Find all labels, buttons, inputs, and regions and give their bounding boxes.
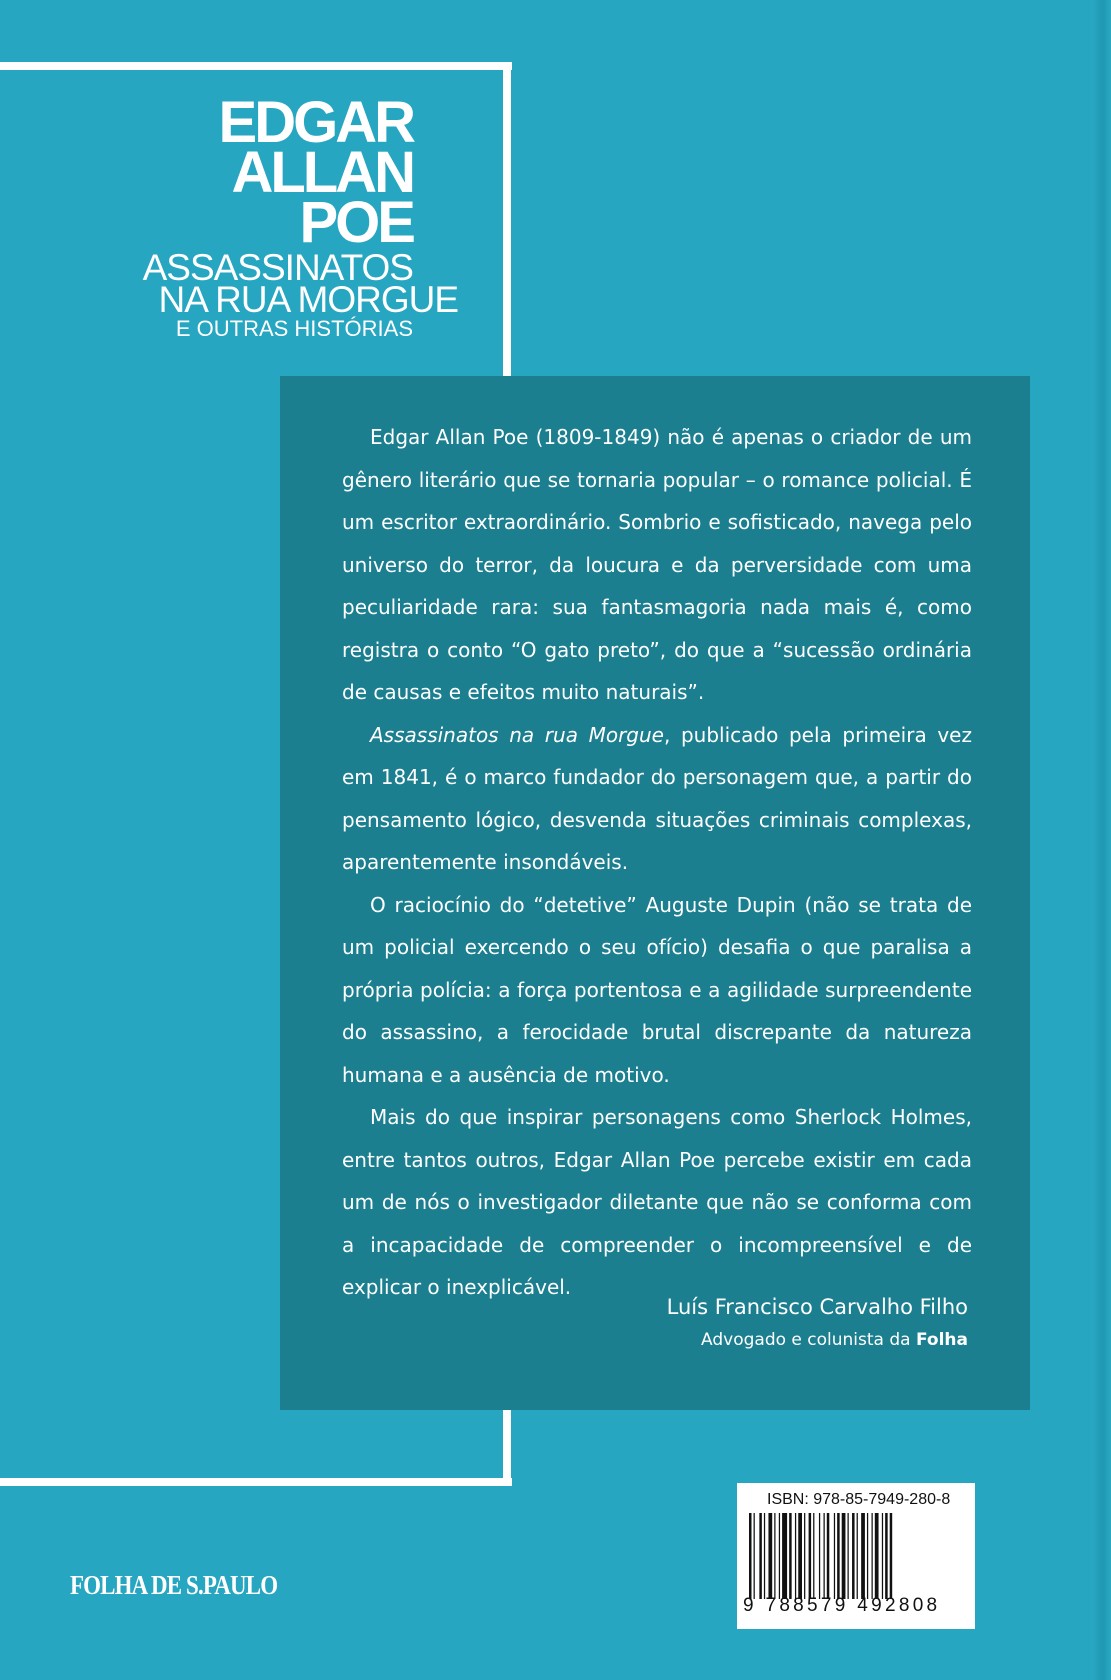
blurb-paragraph-text: , publicado pela primeira vez em 1841, é o marco fundador do personagem que, a partir do pensamento lógico, desvenda situações criminais complexas, aparentemente insondáveis. bbox=[342, 722, 972, 874]
book-title-block bbox=[142, 90, 458, 342]
barcode-bars-icon bbox=[749, 1513, 963, 1599]
signature-role-text: Advogado e colunista da bbox=[701, 1330, 916, 1350]
title-line-1: ASSASSINATOS bbox=[142, 247, 413, 288]
blurb-panel bbox=[280, 376, 1030, 1410]
frame-line-bottom bbox=[0, 1478, 512, 1486]
title-line-2: NA RUA MORGUE bbox=[158, 279, 458, 320]
blurb-text bbox=[342, 416, 972, 1309]
publisher-logo: FOLHA DE S.PAULO bbox=[70, 1570, 278, 1600]
blurb-paragraph: Edgar Allan Poe (1809-1849) não é apenas o criador de um gênero literário que se tornaria popular – o romance policial. É um escritor extraordinário. Sombrio e sofisticado, navega pelo universo do terror, da loucura e da perversidade com uma peculiaridade rara: sua fantasmagoria nada mais é, como registra o conto “O gato preto”, do que a “sucessão ordinária de causas e efeitos muito naturais”. bbox=[342, 425, 972, 704]
author-line: EDGAR bbox=[218, 90, 413, 155]
book-title-italic: Assassinatos na rua Morgue bbox=[370, 722, 664, 747]
blurb-paragraph: Mais do que inspirar personagens como Sherlock Holmes, entre tantos outros, Edgar Allan Poe percebe existir em cada um de nós o investigador diletante que não se conforma com a incapacidade de compreender o incompreensível e de explicar o inexplicável. bbox=[342, 1105, 972, 1299]
signature-role bbox=[667, 1325, 968, 1355]
signature-name: Luís Francisco Carvalho Filho bbox=[666, 1295, 968, 1319]
blurb-paragraph bbox=[342, 714, 972, 884]
author-line: POE bbox=[299, 190, 413, 255]
barcode-label bbox=[737, 1483, 975, 1629]
signature bbox=[667, 1289, 968, 1355]
author-name bbox=[143, 90, 413, 255]
frame-line-top bbox=[0, 62, 512, 70]
frame-line-right-lower bbox=[503, 1405, 511, 1485]
isbn-text: ISBN: 978-85-7949-280-8 bbox=[767, 1491, 951, 1508]
author-line: ALLAN bbox=[231, 140, 413, 205]
spine-edge bbox=[1091, 0, 1111, 1680]
title-line-3: E OUTRAS HISTÓRIAS bbox=[175, 316, 413, 341]
barcode-digits: 9 788579 492808 bbox=[743, 1595, 941, 1616]
blurb-paragraph: O raciocínio do “detetive” Auguste Dupin (não se trata de um policial exercendo o seu ofício) desafia o que paralisa a própria polícia: a força portentosa e a agilidade surpreendente do assassino, a ferocidade brutal discrepante da natureza humana e a ausência de motivo. bbox=[342, 892, 972, 1087]
signature-role-folha: Folha bbox=[915, 1330, 968, 1350]
frame-line-right-upper bbox=[503, 62, 511, 376]
